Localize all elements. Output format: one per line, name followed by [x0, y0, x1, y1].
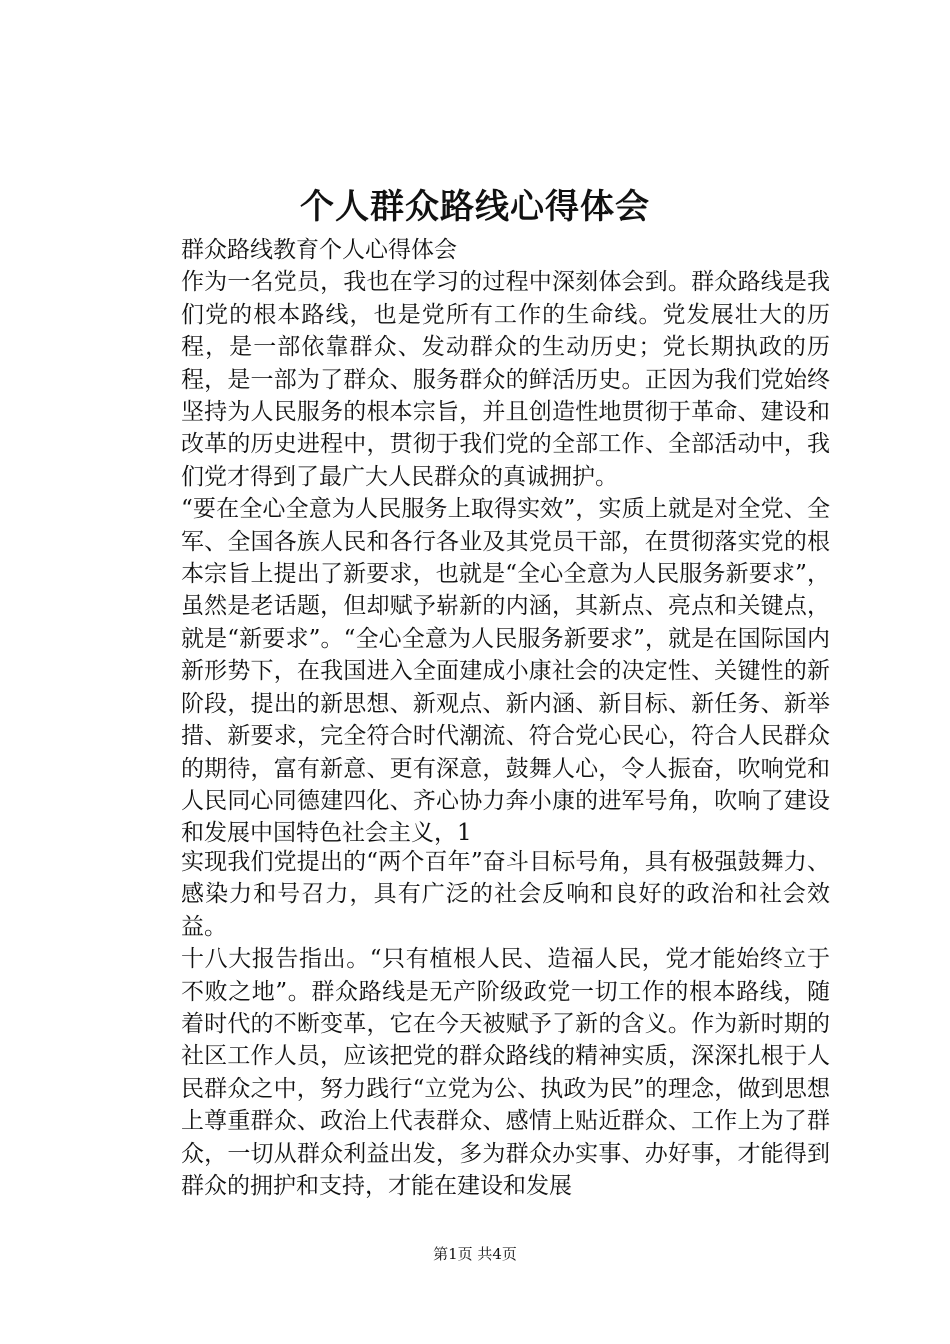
document-body-section-1 [130, 234, 830, 850]
paragraph-3: 实现我们党提出的“两个百年”奋斗目标号角，具有极强鼓舞力、感染力和号召力，具有广泛的社会反响和良好的政治和社会效益。 [181, 849, 830, 940]
paragraph-2: “要在全心全意为人民服务上取得实效”，实质上就是对全党、全军、全国各族人民和各行各业及其党员干部，在贯彻落实党的根本宗旨上提出了新要求，也就是“全心全意为人民服务新要求”，虽然是老话题，但却赋予崭新的内涵，其新点、亮点和关键点，就是“新要求”。“全心全意为人民服务新要求”，就是在国际国内新形势下，在我国进入全面建成小康社会的决定性、关键性的新阶段，提出的新思想、新观点、新内涵、新目标、新任务、新举措、新要求，完全符合时代潮流、符合党心民心，符合人民群众的期待，富有新意、更有深意，鼓舞人心，令人振奋，吹响党和人民同心同德建四化、齐心协力奔小康的进军号角，吹响了建设和发展中国特色社会主义，1 [181, 496, 830, 847]
page-footer: 第1页 共4页 [433, 1245, 517, 1263]
document-subtitle: 群众路线教育个人心得体会 [181, 237, 457, 263]
document-title: 个人群众路线心得体会 [300, 187, 650, 227]
document-body-section-2 [130, 846, 830, 1202]
paragraph-4: 十八大报告指出。“只有植根人民、造福人民，党才能始终立于不败之地”。群众路线是无产阶级政党一切工作的根本路线，随着时代的不断变革，它在今天被赋予了新的含义。作为新时期的社区工作人员，应该把党的群众路线的精神实质，深深扎根于人民群众之中，努力践行“立党为公、执政为民”的理念，做到思想上尊重群众、政治上代表群众、感情上贴近群众、工作上为了群众，一切从群众利益出发，多为群众办实事、办好事，才能得到群众的拥护和支持，才能在建设和发展 [181, 946, 830, 1200]
paragraph-1: 作为一名党员，我也在学习的过程中深刻体会到。群众路线是我们党的根本路线，也是党所有工作的生命线。党发展壮大的历程，是一部依靠群众、发动群众的生动历史；党长期执政的历程，是一部为了群众、服务群众的鲜活历史。正因为我们党始终坚持为人民服务的根本宗旨，并且创造性地贯彻于革命、建设和改革的历史进程中，贯彻于我们党的全部工作、全部活动中，我们党才得到了最广大人民群众的真诚拥护。 [181, 269, 830, 490]
